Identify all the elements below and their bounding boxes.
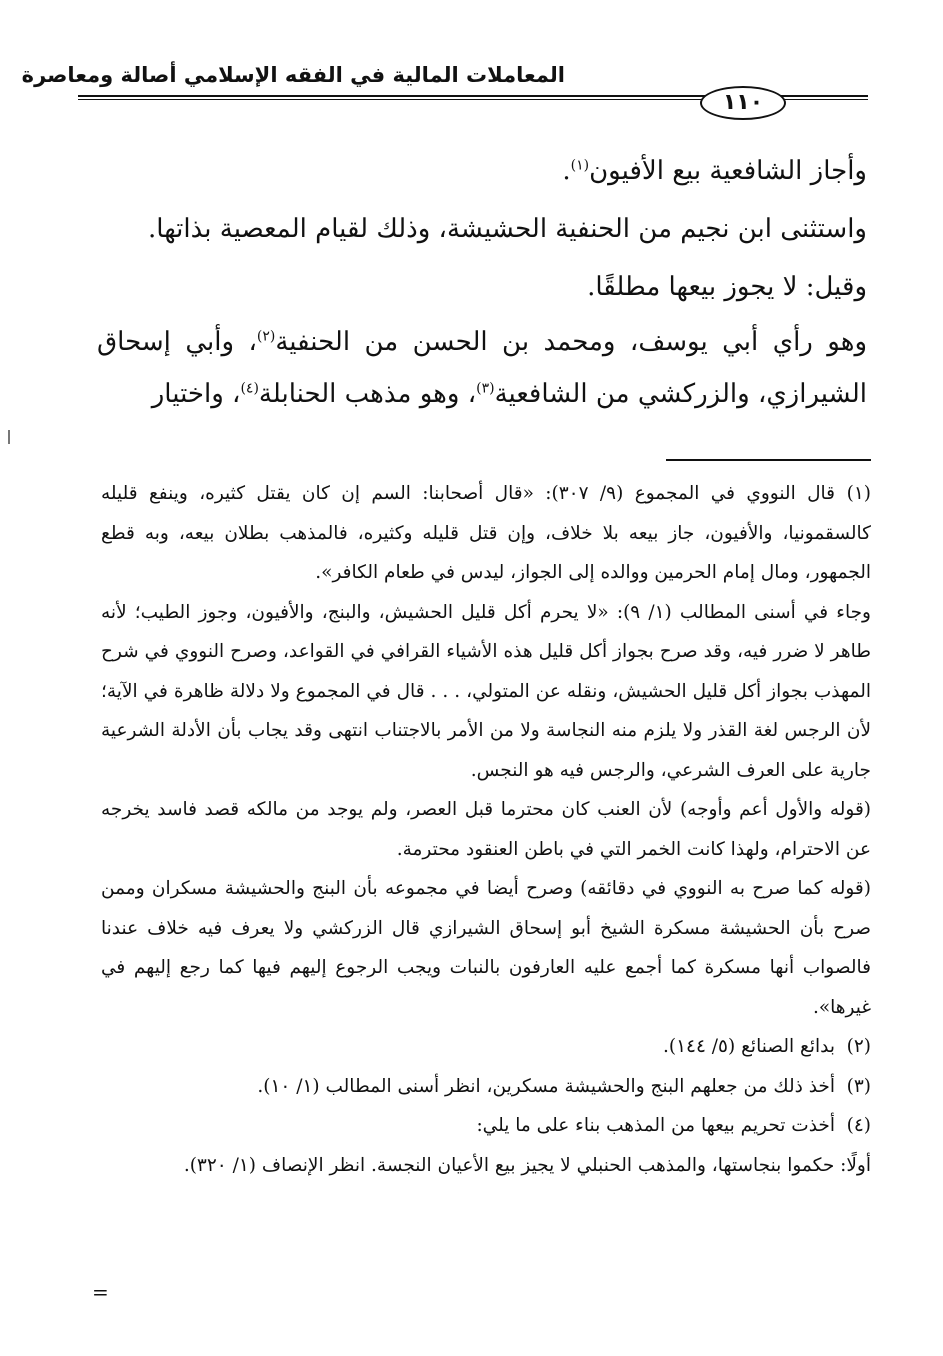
- footnote-ref-1[interactable]: (١): [570, 157, 590, 174]
- footnote-3: (٣)أخذ ذلك من جعلهم البنج والحشيشة مسكرين، انظر أسنى المطالب (١/ ١٠).: [101, 1067, 871, 1107]
- footnote-1-paragraph-4: (قوله كما صرح به النووي في دقائقه) وصرح أيضا في مجموعه بأن البنج والحشيشة مسكران وممن صرح بأن الحشيشة مسكرة الشيخ أبو إسحاق الشيرازي قال الزركشي ولا يعرف فيه خلاف عندنا فالصواب أنها مسكرة كما أجمع عليه العارفون بالنبات ويجب الرجوع إليهم فيها كما رجع إليهم في غيرها».: [101, 878, 871, 1018]
- footnote-4: (٤)أخذت تحريم بيعها من المذهب بناء على ما يلي:: [101, 1106, 871, 1146]
- footnote-number: (٣): [846, 1075, 871, 1097]
- footnote-4-paragraph-2: أولًا: حكموا بنجاستها، والمذهب الحنبلي لا يجيز بيع الأعيان النجسة. انظر الإنصاف (١/ ٣٢٠).: [183, 1154, 871, 1176]
- footnote-ref-3[interactable]: (٣): [476, 380, 495, 397]
- running-header-title: المعاملات المالية في الفقه الإسلامي أصالة ومعاصرة: [21, 63, 565, 87]
- paragraph-4: وهو رأي أبي يوسف، ومحمد بن الحسن من الحنفية$^{(٢)}$، وأبي إسحاق الشيرازي، والزركشي من الشافعية$^{(٣)}$، وهو مذهب الحنابلة$^{(٤)}$، واختيار: [97, 327, 867, 409]
- main-text: [97, 142, 867, 420]
- footnote-1-paragraph-3: (قوله والأول أعم وأوجه) لأن العنب كان محترما قبل العصر، ولم يوجد من مالكه قصد فاسد يخرجه عن الاحترام، ولهذا كانت الخمر التي في باطن العنقود محترمة.: [101, 799, 871, 860]
- footnote-1: (١)قال النووي في المجموع (٩/ ٣٠٧): «قال أصحابنا: السم إن كان يقتل كثيره، وينفع قليله كالسقمونيا، والأفيون، جاز بيعه بلا خلاف، وإن قتل قليله وكثيره، فالمذهب بطلان بيعه، وبه قطع الجمهور، ومال إمام الحرمين ووالده إلى الجواز، ليدس في طعام الكافر».: [101, 474, 871, 593]
- footnote-number: (١): [846, 483, 871, 504]
- footnote-separator: [666, 459, 871, 461]
- paragraph-1: وأجاز الشافعية بيع الأفيون$^{(١)}$.: [562, 156, 867, 186]
- footnote-number: (٤): [846, 1115, 871, 1136]
- paragraph-3: وقيل: لا يجوز بيعها مطلقًا.: [587, 272, 867, 302]
- footnote-number: (٢): [846, 1036, 871, 1057]
- footnote-2: (٢)بدائع الصنائع (٥/ ١٤٤).: [101, 1027, 871, 1067]
- page-number: ١١٠: [700, 86, 786, 120]
- margin-mark: [8, 430, 10, 444]
- paragraph-2: واستثنى ابن نجيم من الحنفية الحشيشة، وذلك لقيام المعصية بذاتها.: [148, 214, 867, 244]
- footnote-ref-2[interactable]: (٢): [256, 328, 276, 345]
- footnote-1-paragraph-2: وجاء في أسنى المطالب (١/ ٩): «لا يحرم أكل قليل الحشيش، والبنج، والأفيون، وجوز الطيب؛ لأنه طاهر لا ضرر فيه، وقد صرح بجواز أكل قليل هذه الأشياء القرافي في القواعد، وصرح النووي في شرح المهذب بجواز أكل قليل الحشيش، ونقله عن المتولي، . . . قال في المجموع ولا دلالة ظاهرة في الآية؛ لأن الرجس لغة القذر ولا يلزم منه النجاسة ولا من الأمر بالاجتناب انتهى وقد يجاب بأن الأدلة الشرعية جارية على العرف الشرعي، والرجس فيه هو النجس.: [101, 601, 871, 781]
- footnote-ref-4[interactable]: (٤): [240, 380, 259, 397]
- continuation-mark: =: [92, 1280, 109, 1304]
- footnotes: [101, 474, 871, 1185]
